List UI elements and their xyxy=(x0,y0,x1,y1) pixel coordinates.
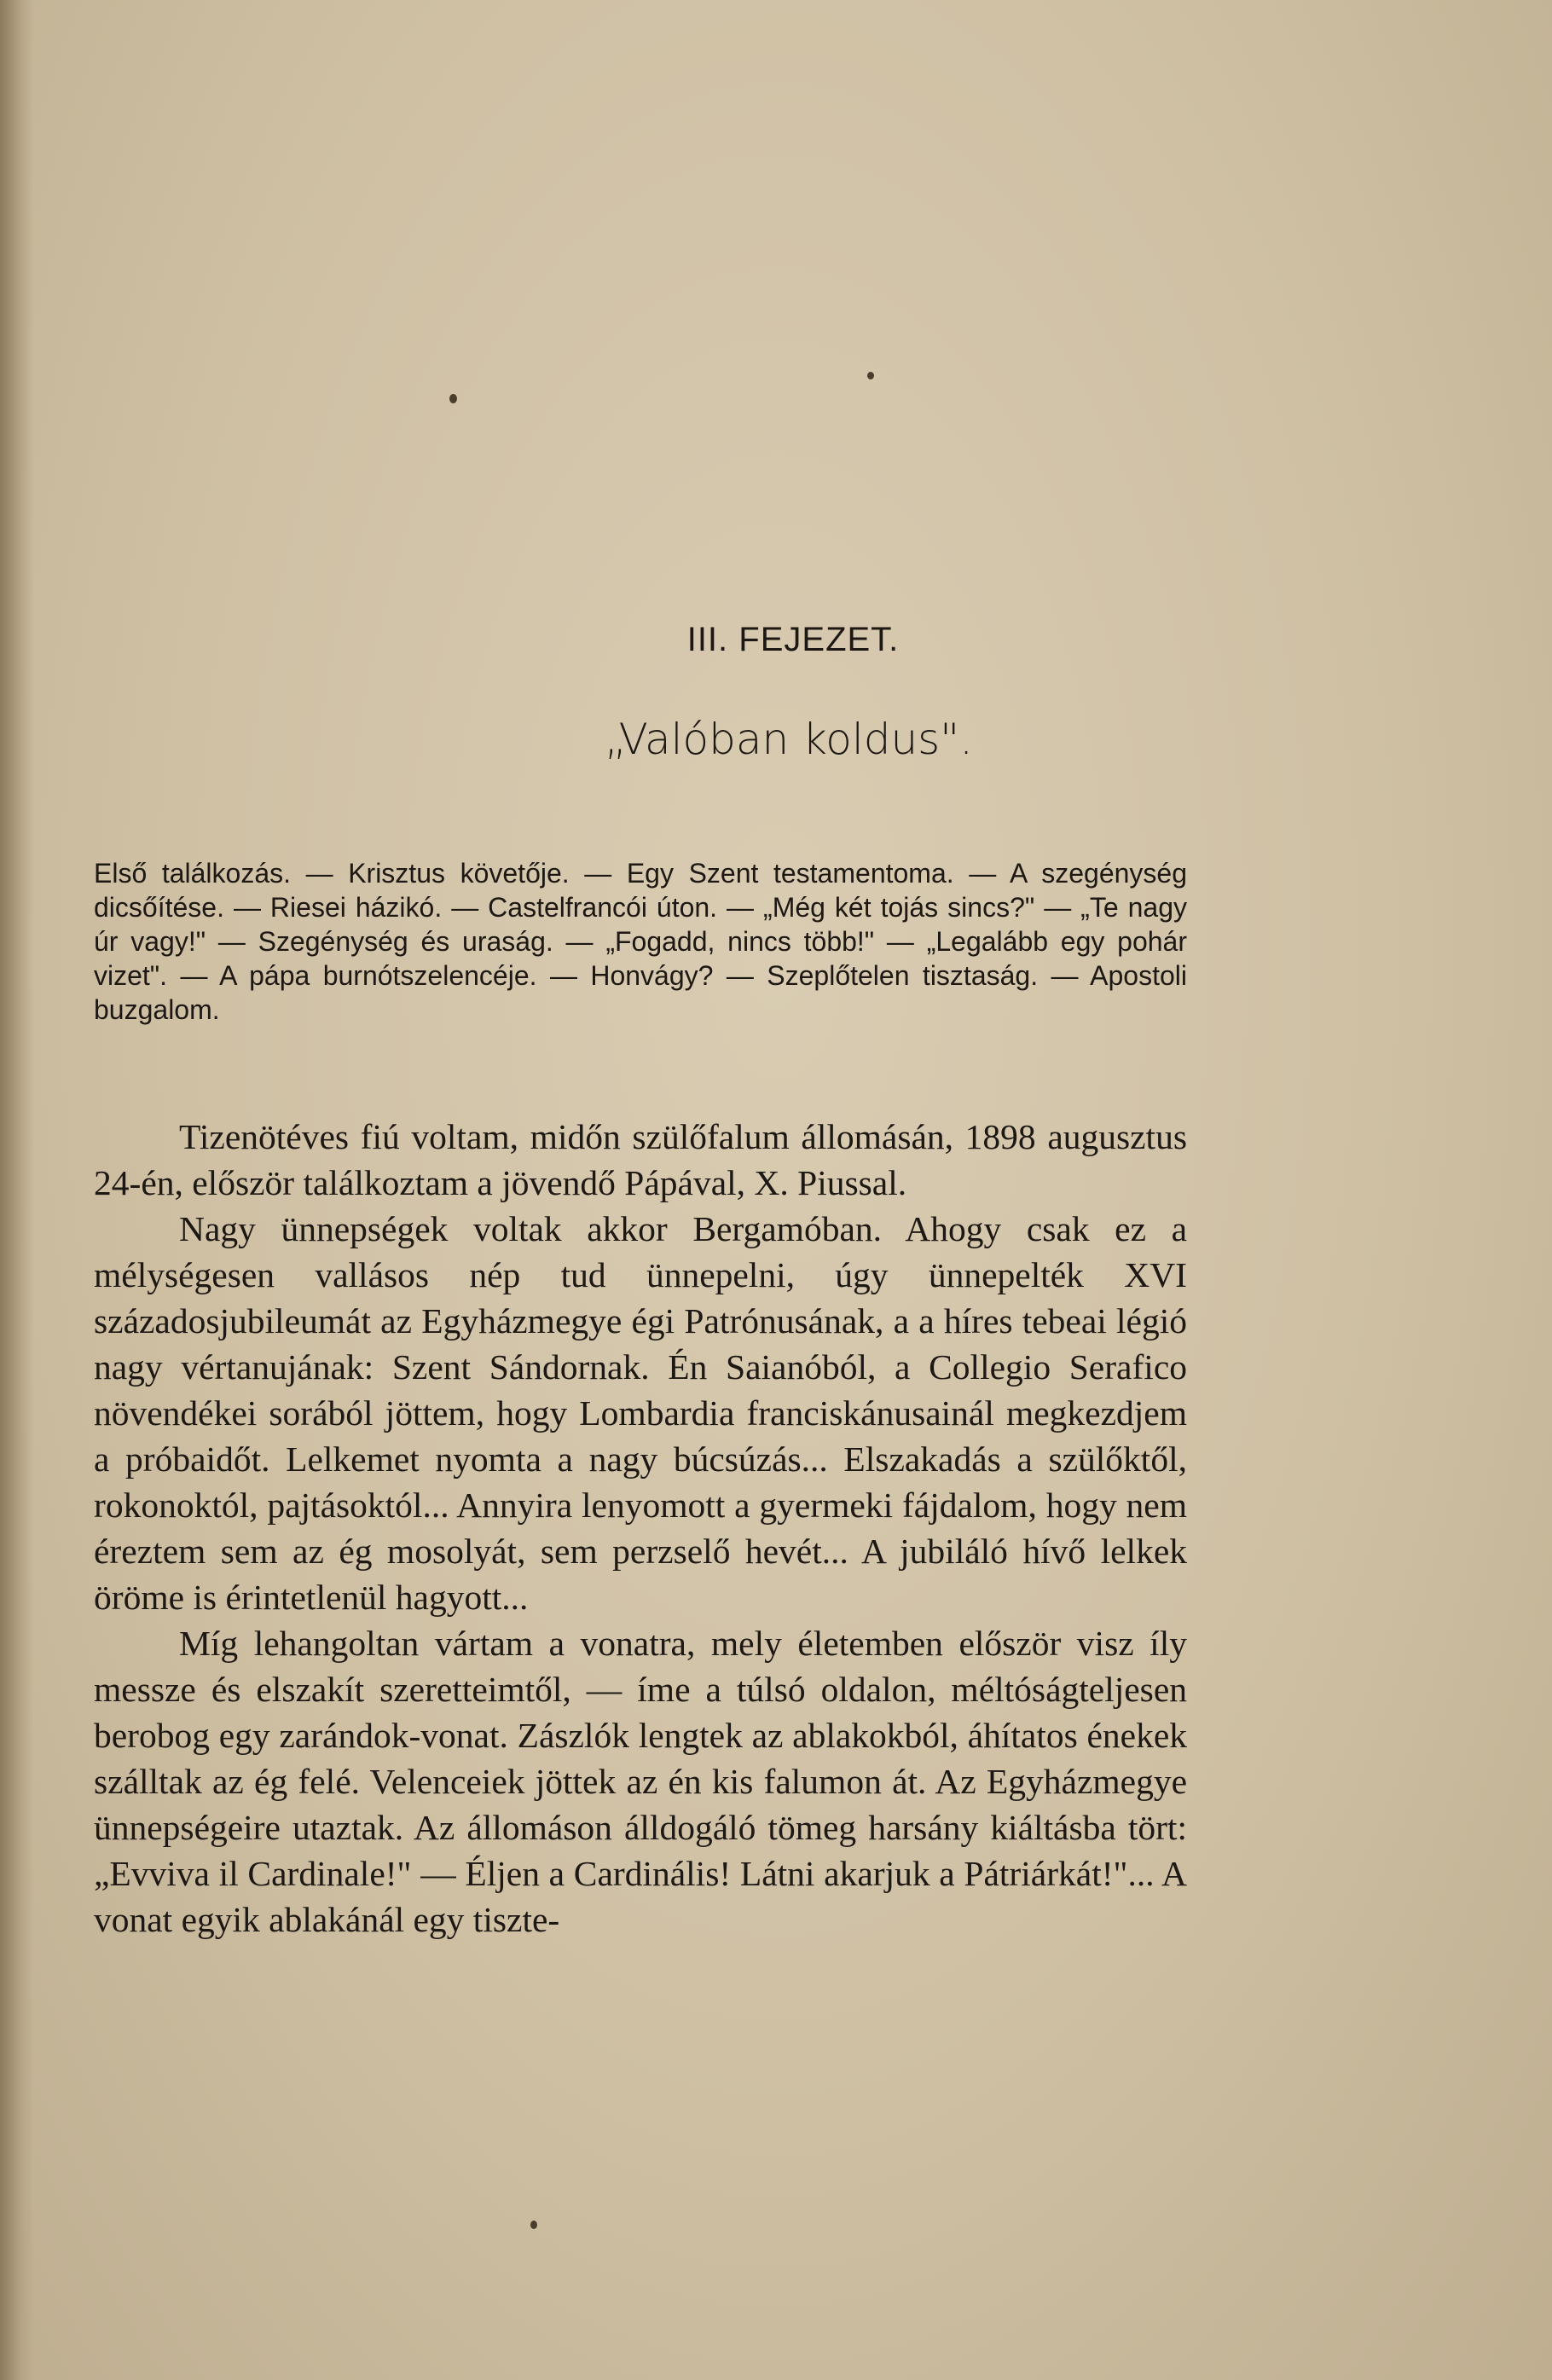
chapter-title: „Valóban koldus". xyxy=(604,715,974,764)
paragraph: Míg lehangoltan vártam a vonatra, mely életemben először visz íly messze és elszakít szeretteimtől, — íme a túlsó oldalon, méltóságteljesen berobog egy zarándok-vonat. Zászlók lengtek az ablakokból, áhítatos énekek szálltak az ég felé. Velenceiek jöttek az én kis falumon át. Az Egyházmegye ünnepségeire utaztak. Az állomáson álldogáló tömeg harsány kiáltásba tört: „Evviva il Cardinale!" — Éljen a Cardinális! Látni akarjuk a Pátriárkát!"... A vonat egyik ablakánál egy tiszte- xyxy=(94,1624,1187,1939)
ink-spot xyxy=(530,2221,537,2229)
ink-spot xyxy=(449,394,457,403)
chapter-synopsis: Első találkozás. — Krisztus követője. — Egy Szent testamentoma. — A szegénység dicsőítése. — Riesei házikó. — Castelfrancói úton. — „Még két tojás sincs?" — „Te nagy úr vagy!" — Szegénység és uraság. — „Fogadd, nincs több!" — „Legalább egy pohár vizet". — A pápa burnótszelencéje. — Honvágy? — Szeplőtelen tisztaság. — Apostoli buzgalom. xyxy=(94,858,1187,1025)
page-spine-shadow xyxy=(0,0,34,2380)
body-text xyxy=(94,1114,1187,1943)
chapter-heading: III. FEJEZET. xyxy=(686,621,900,658)
ink-spot xyxy=(867,372,874,379)
paragraph: Tizenötéves fiú voltam, midőn szülőfalum állomásán, 1898 augusztus 24-én, először találkoztam a jövendő Pápával, X. Piussal. xyxy=(94,1117,1187,1202)
paragraph: Nagy ünnepségek voltak akkor Bergamóban. Ahogy csak ez a mélységesen vallásos nép tud ünnepelni, úgy ünnepelték XVI századosjubileumát az Egyházmegye égi Patrónusának, a a híres tebeai légió nagy vértanujának: Szent Sándornak. Én Saianóból, a Collegio Serafico növendékei sorából jöttem, hogy Lombardia franciskánusainál megkezdjem a próbaidőt. Lelkemet nyomta a nagy búcsúzás... Elszakadás a szülőktől, rokonoktól, pajtásoktól... Annyira lenyomott a gyermeki fájdalom, hogy nem éreztem sem az ég mosolyát, sem perzselő hevét... A jubiláló hívő lelkek öröme is érintetlenül hagyott... xyxy=(94,1209,1187,1617)
